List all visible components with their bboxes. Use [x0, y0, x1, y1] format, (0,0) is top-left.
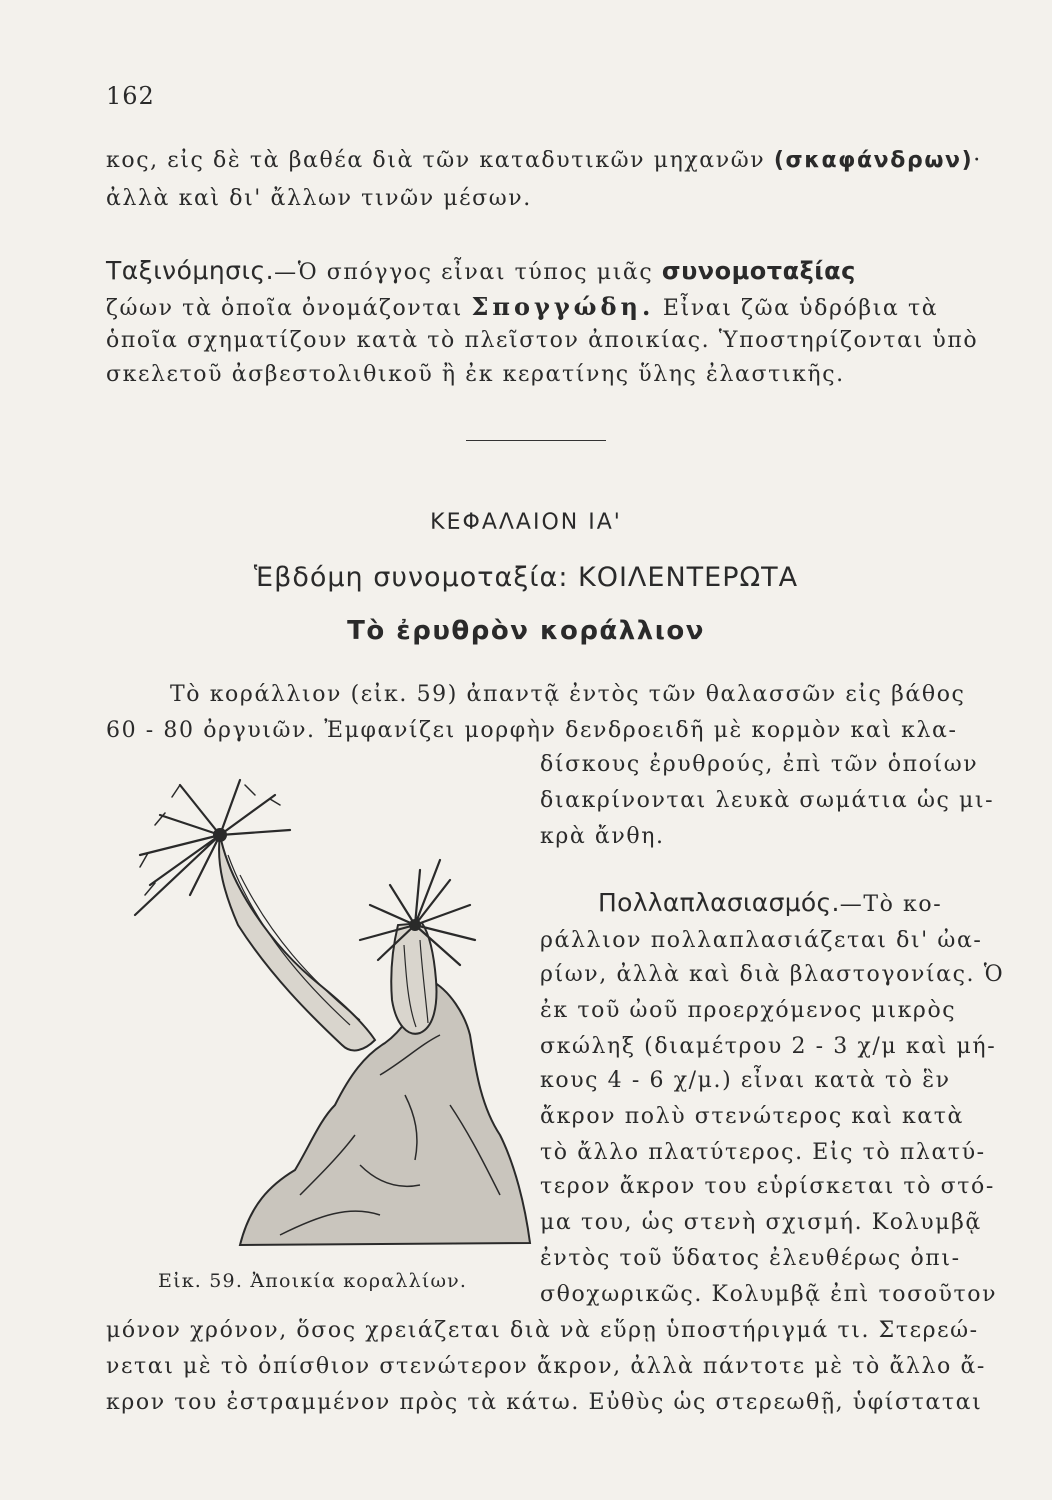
text-line: τερον ἄκρον του εὑρίσκεται τὸ στό- [540, 1174, 995, 1199]
text-line: ἄκρον πολὺ στενώτερος καὶ κατὰ [540, 1104, 964, 1129]
figure-caption: Εἰκ. 59. Ἀποικία κοραλλίων. [158, 1270, 468, 1292]
section-heading: Ταξινόμησις. [106, 256, 275, 285]
text-line: ράλλιον πολλαπλασιάζεται δι' ὠα- [540, 928, 983, 953]
text-line: ὁποῖα σχηματίζουν κατὰ τὸ πλεῖστον ἀποικίας. Ὑποστηρίζονται ὑπὸ [106, 328, 979, 353]
text-line: σθοχωρικῶς. Κολυμβᾷ ἐπὶ τοσοῦτον [540, 1282, 998, 1307]
section-divider [466, 440, 606, 441]
chapter-subtitle: Ἑβδόμη συνομοταξία: ΚΟΙΛΕΝΤΕΡΩΤΑ [253, 562, 799, 593]
text-span: ζώων τὰ ὁποῖα ὀνομάζονται [106, 296, 472, 321]
text-line: μόνον χρόνον, ὅσος χρειάζεται διὰ νὰ εὕρῃ ὑποστήριγμά τι. Στερεώ- [106, 1318, 979, 1343]
text-line: 60 - 80 ὀργυιῶν. Ἐμφανίζει μορφὴν δενδροειδῆ μὲ κορμὸν καὶ κλα- [106, 718, 958, 743]
page-number: 162 [106, 82, 155, 110]
text-line: μα του, ὡς στενὴ σχισμή. Κολυμβᾷ [540, 1210, 982, 1235]
chapter-label: ΚΕΦΑΛΑΙΟΝ ΙΑ' [430, 510, 622, 535]
emphasis-term: (σκαφάνδρων) [773, 148, 974, 173]
polyp-head [409, 919, 421, 931]
text-line: Τὸ κοράλλιον (εἰκ. 59) ἀπαντᾷ ἐντὸς τῶν θαλασσῶν εἰς βάθος [170, 682, 966, 707]
text-span: · [973, 148, 982, 173]
text-span: —Ὁ σπόγγος εἶναι τύπος μιᾶς [274, 260, 662, 285]
emphasis-term: Σπογγώδη. [471, 292, 655, 321]
section-heading: Πολλαπλασιασμός. [598, 888, 840, 917]
text-span: —Τὸ κο- [839, 892, 943, 917]
text-line: ἐντὸς τοῦ ὕδατος ἐλευθέρως ὀπι- [540, 1246, 961, 1271]
text-line: σκελετοῦ ἀσβεστολιθικοῦ ἢ ἐκ κερατίνης ὕλης ἐλαστικῆς. [106, 362, 845, 387]
text-span: κος, εἰς δὲ τὰ βαθέα διὰ τῶν καταδυτικῶν μηχανῶν [106, 148, 774, 173]
text-line: ρίων, ἀλλὰ καὶ διὰ βλαστογονίας. Ὁ [540, 962, 1005, 987]
chapter-title: Τὸ ἐρυθρὸν κοράλλιον [347, 616, 705, 646]
text-line: ἐκ τοῦ ὠοῦ προερχόμενος μικρὸς [540, 998, 957, 1023]
text-line [106, 292, 938, 321]
text-line: δίσκους ἐρυθρούς, ἐπὶ τῶν ὁποίων [540, 752, 979, 777]
text-span: Εἶναι ζῶα ὑδρόβια τὰ [654, 296, 939, 321]
text-line: διακρίνονται λευκὰ σωμάτια ὡς μι- [540, 788, 995, 813]
text-line: κρον του ἐστραμμένον πρὸς τὰ κάτω. Εὐθὺς ὡς στερεωθῇ, ὑφίσταται [106, 1390, 983, 1415]
text-line: κρὰ ἄνθη. [540, 824, 665, 849]
text-line: τὸ ἄλλο πλατύτερος. Εἰς τὸ πλατύ- [540, 1140, 986, 1165]
text-line [106, 256, 856, 285]
text-line: σκώληξ (διαμέτρου 2 - 3 χ/μ καὶ μή- [540, 1034, 997, 1059]
text-line: κους 4 - 6 χ/μ.) εἶναι κατὰ τὸ ἓν [540, 1068, 951, 1093]
text-line [106, 148, 982, 173]
text-line: νεται μὲ τὸ ὀπίσθιον στενώτερον ἄκρον, ἀλλὰ πάντοτε μὲ τὸ ἄλλο ἄ- [106, 1354, 986, 1379]
text-line: ἀλλὰ καὶ δι' ἄλλων τινῶν μέσων. [106, 186, 532, 211]
emphasis-term: συνομοταξίας [661, 257, 856, 285]
polyp-head [213, 828, 227, 842]
text-line [598, 888, 942, 917]
coral-colony-illustration [120, 775, 540, 1255]
